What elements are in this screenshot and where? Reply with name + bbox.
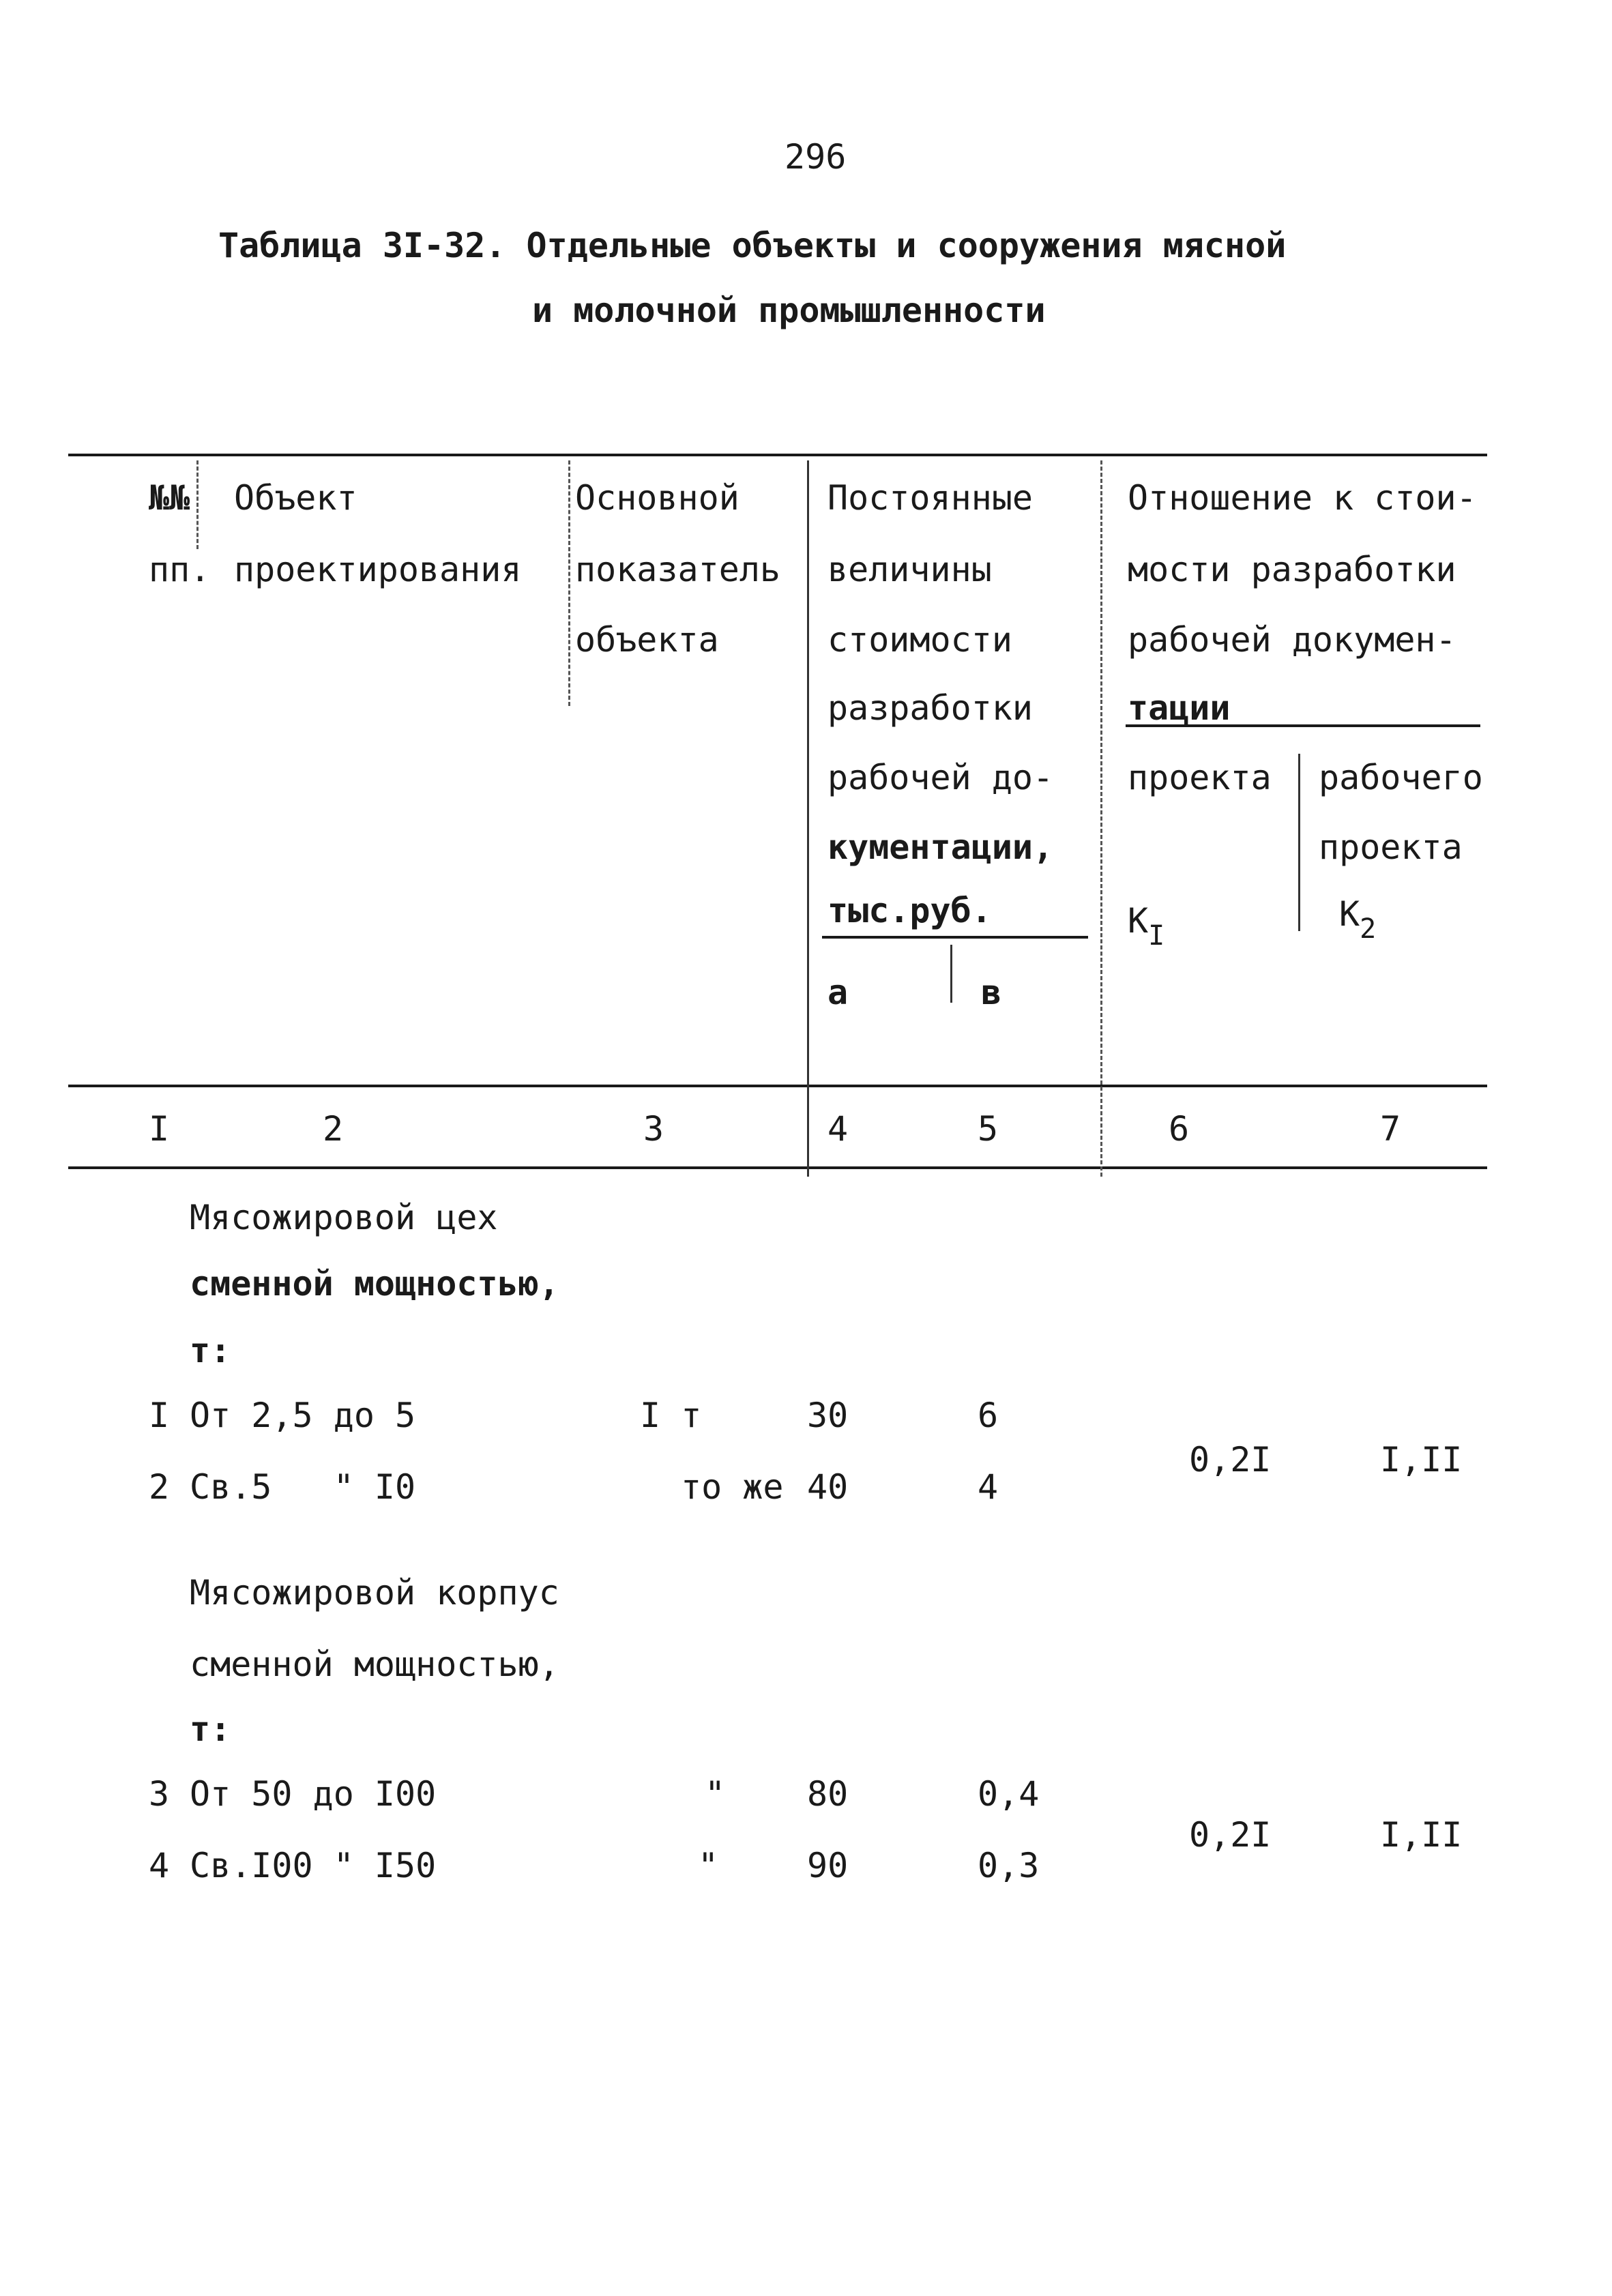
row1-b: 6 (978, 1396, 999, 1435)
row4-indicator: " (698, 1846, 719, 1885)
table-title-line2: и молочной промышленности (532, 291, 1046, 330)
table-top-rule (68, 454, 1487, 456)
header-col45-line6: кументации, (827, 827, 1054, 867)
header-col67-line2: мости разработки (1128, 550, 1456, 589)
col-separator-2 (568, 460, 570, 706)
header-col45-line7: тыс.руб. (827, 891, 992, 930)
header-col45-line2: величины (827, 550, 992, 589)
row2-num: 2 (149, 1467, 170, 1507)
header-bottom-rule (68, 1085, 1487, 1087)
table-title-line1: Таблица 3I-32. Отдельные объекты и сооружения мясной (218, 226, 1287, 265)
row4-a: 90 (807, 1846, 849, 1885)
row2-indicator: то же (681, 1467, 784, 1507)
col-number-7: 7 (1380, 1109, 1401, 1149)
k2-letter: K (1339, 894, 1360, 934)
header-col7-line1: рабочего (1319, 758, 1483, 797)
row3-a: 80 (807, 1774, 849, 1814)
header-col4-sub: а (827, 973, 849, 1012)
header-col1-line2: пп. (149, 550, 211, 589)
row1-num: I (149, 1396, 170, 1435)
group1-heading-line1: Мясожировой цех (190, 1198, 498, 1237)
col-number-3: 3 (643, 1109, 664, 1149)
col-separator-3 (807, 460, 809, 1177)
header-col7-k (1339, 894, 1377, 945)
k2-subscript: 2 (1360, 913, 1377, 945)
group2-k2: I,II (1380, 1815, 1463, 1855)
header-col67-line4: тации (1128, 688, 1231, 728)
header-col3-line3: объекта (575, 620, 719, 660)
header-col3-line1: Основной (575, 478, 739, 518)
row3-b: 0,4 (978, 1774, 1040, 1814)
group1-k1: 0,2I (1189, 1440, 1272, 1480)
page-number: 296 (785, 137, 847, 177)
group2-heading-line3: т: (190, 1709, 231, 1749)
header-col2-line2: проектирования (234, 550, 522, 589)
row3-num: 3 (149, 1774, 170, 1814)
row3-indicator: " (705, 1774, 726, 1814)
row1-a: 30 (807, 1396, 849, 1435)
group2-heading-line1: Мясожировой корпус (190, 1573, 559, 1613)
header-col45-line1: Постоянные (827, 478, 1034, 518)
header-col67-line3: рабочей докумен- (1128, 620, 1456, 660)
header-col3-line2: показатель (575, 550, 781, 589)
header-col45-line4: разработки (827, 688, 1034, 728)
col-number-4: 4 (827, 1109, 849, 1149)
group1-k2: I,II (1380, 1440, 1463, 1480)
k1-subscript: I (1148, 920, 1165, 952)
row3-name: От 50 до I00 (190, 1774, 437, 1814)
row1-indicator: I т (640, 1396, 702, 1435)
col-separator-1 (196, 460, 199, 549)
k1-letter: K (1128, 901, 1149, 941)
row2-name: Св.5 " I0 (190, 1467, 416, 1507)
col-separator-6 (1298, 754, 1300, 931)
header-col45-line3: стоимости (827, 620, 1012, 660)
col-separator-4 (950, 945, 952, 1003)
row4-b: 0,3 (978, 1846, 1040, 1885)
row2-b: 4 (978, 1467, 999, 1507)
header-col7-line2: проекта (1319, 827, 1463, 867)
row2-a: 40 (807, 1467, 849, 1507)
header-col1-line1: №№ (149, 478, 190, 518)
group2-k1: 0,2I (1189, 1815, 1272, 1855)
header-col67-line1: Отношение к стои- (1128, 478, 1477, 518)
col45-underline (822, 936, 1088, 939)
group2-heading-line2: сменной мощностью, (190, 1645, 559, 1684)
header-col6-k (1128, 900, 1165, 952)
col-number-5: 5 (978, 1109, 999, 1149)
group1-heading-line2: сменной мощностью, (190, 1264, 559, 1304)
header-col5-sub: в (981, 973, 1002, 1012)
group1-heading-line3: т: (190, 1331, 231, 1370)
row4-num: 4 (149, 1846, 170, 1885)
header-col2-line1: Объект (234, 478, 357, 518)
col-number-6: 6 (1169, 1109, 1190, 1149)
header-col45-line5: рабочей до- (827, 758, 1054, 797)
col-separator-5 (1100, 460, 1102, 1177)
col-number-2: 2 (323, 1109, 344, 1149)
row4-name: Св.I00 " I50 (190, 1846, 437, 1885)
col-numbers-bottom-rule (68, 1166, 1487, 1169)
row1-name: От 2,5 до 5 (190, 1396, 416, 1435)
col-number-1: I (149, 1109, 170, 1149)
header-col6-label: проекта (1128, 758, 1272, 797)
